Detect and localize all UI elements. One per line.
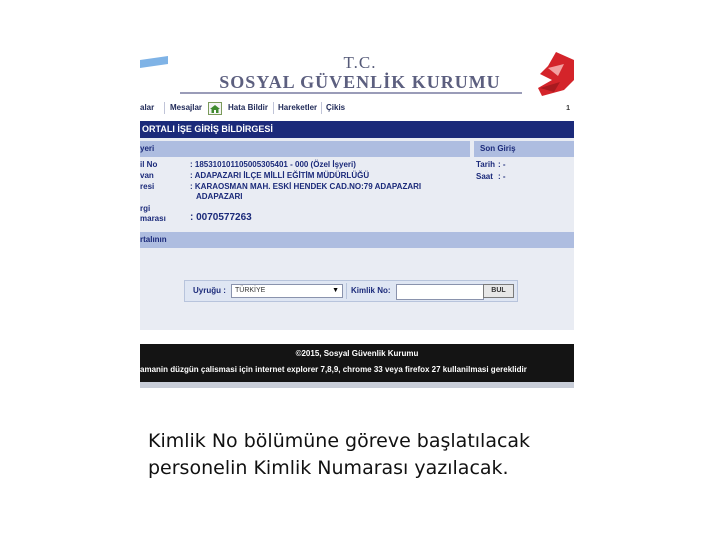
last-login-date (476, 160, 572, 170)
menu-item-cikis[interactable]: Çikis (326, 103, 346, 112)
sgk-logo-icon (534, 50, 574, 96)
last-login-time-value: : - (498, 172, 506, 181)
home-icon[interactable] (208, 102, 222, 115)
sgk-screenshot (140, 48, 574, 388)
chevron-down-icon: ▼ (332, 287, 339, 294)
workplace-info-area (140, 138, 574, 232)
slide-caption (148, 428, 668, 482)
workplace-row-label: resi (140, 182, 155, 191)
menu-divider (321, 102, 322, 114)
menu-item-hata-bildir[interactable]: Hata Bildir (228, 103, 269, 112)
menu-item-alar[interactable]: alar (140, 103, 155, 112)
id-number-label: Kimlik No: (351, 286, 391, 295)
workplace-row-value: : 0070577263 (190, 212, 252, 223)
last-login-time (476, 172, 572, 182)
workplace-row (140, 182, 470, 192)
top-menu (140, 100, 574, 118)
nationality-selected-value: TÜRKİYE (235, 287, 266, 294)
footer-copyright: ©2015, Sosyal Güvenlik Kurumu (295, 349, 419, 358)
banner-title (180, 54, 540, 92)
workplace-row-value: : KARAOSMAN MAH. ESKİ HENDEK CAD.NO:79 ADAPAZARI (190, 182, 422, 191)
workplace-row-value: : ADAPAZARI İLÇE MİLLİ EĞİTİM MÜDÜRLÜĞÜ (190, 171, 370, 180)
workplace-row-value: : 18531010110500530540​1 - 000 (Özel İşyeri) (190, 160, 356, 169)
workplace-row-value: ADAPAZARI (196, 192, 243, 201)
last-login-panel-title: Son Giriş (480, 144, 516, 153)
footer-gap (140, 330, 574, 344)
workplace-row-label: rgi (140, 204, 151, 213)
caption-line: Kimlik No bölümüne göreve başlatılacak (148, 430, 531, 452)
banner-swoosh (140, 56, 168, 68)
banner-rule (180, 92, 522, 94)
last-login-date-label: Tarih (476, 160, 495, 169)
caption-line: personelin Kimlik Numarası yazılacak. (148, 457, 509, 479)
nationality-select[interactable] (231, 284, 343, 298)
insured-search-form (184, 280, 518, 302)
page-footer (140, 344, 574, 382)
insured-section-title: rtalının (140, 235, 167, 244)
page-title-bar (140, 121, 574, 138)
workplace-row-label: van (140, 171, 154, 180)
last-login-time-label: Saat (476, 172, 493, 181)
id-number-input[interactable] (396, 284, 484, 300)
footer-browser-note: amanin düzgün çalismasi için internet explorer 7,8,9, chrome 33 veya firefox 27 kullanilmasi gereklidir (140, 365, 527, 374)
workplace-row (140, 214, 470, 226)
banner-institution-name: SOSYAL GÜVENLİK KURUMU (219, 72, 501, 92)
workplace-row (146, 192, 470, 202)
workplace-row (140, 160, 470, 170)
workplace-row-label: il No (140, 160, 158, 169)
last-login-panel-header (474, 141, 574, 157)
insured-section-header (140, 232, 574, 248)
header-banner (140, 48, 574, 100)
workplace-row (140, 171, 470, 181)
menu-item-hareketler[interactable]: Hareketler (278, 103, 318, 112)
banner-tc: T.C. (343, 53, 377, 72)
page-title: ORTALI İŞE GİRİŞ BİLDİRGESİ (142, 124, 273, 134)
menu-right-counter: 1 (566, 105, 570, 112)
workplace-panel-title: yeri (140, 144, 155, 153)
search-divider (346, 283, 347, 299)
footer-strip (140, 382, 574, 388)
find-button[interactable]: BUL (483, 284, 514, 298)
menu-divider (164, 102, 165, 114)
last-login-date-value: : - (498, 160, 506, 169)
insured-section (140, 232, 574, 330)
menu-item-mesajlar[interactable]: Mesajlar (170, 103, 203, 112)
nationality-label: Uyruğu : (193, 286, 226, 295)
workplace-row-label: marası (140, 214, 166, 223)
workplace-panel-header (140, 141, 470, 157)
menu-divider (273, 102, 274, 114)
